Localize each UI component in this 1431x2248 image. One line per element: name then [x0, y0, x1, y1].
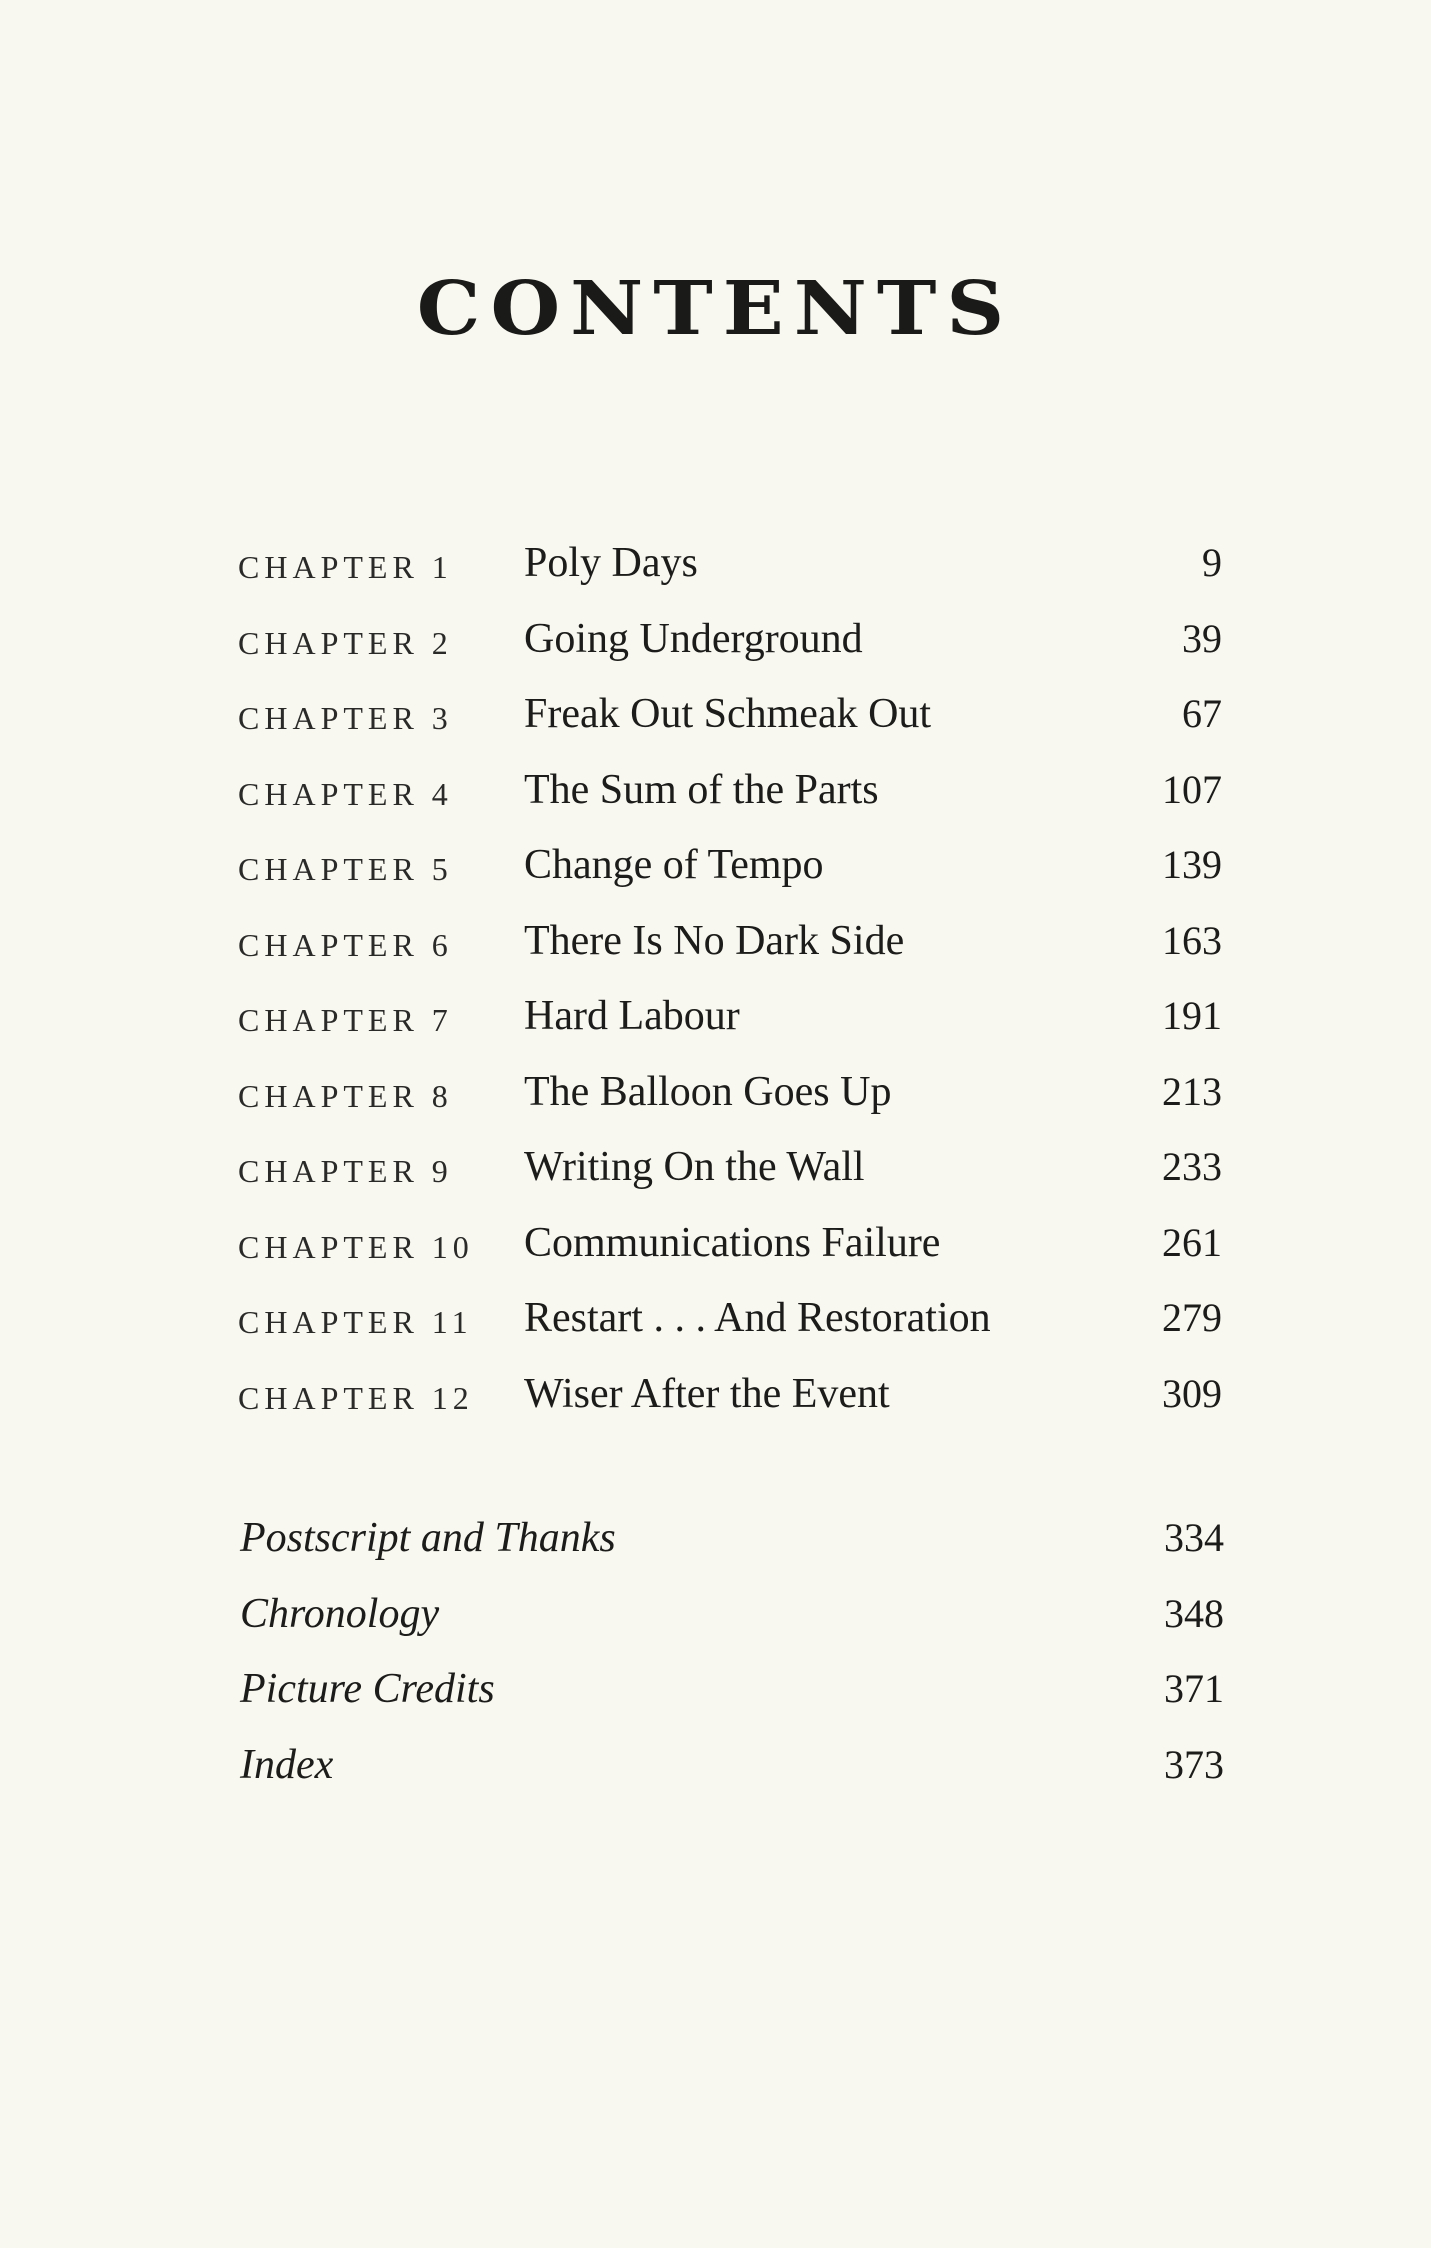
chapter-row — [238, 837, 1222, 913]
chapter-page-number: 9 — [1202, 540, 1222, 585]
chapter-label: CHAPTER 7 — [238, 1002, 453, 1038]
chapter-page-number: 67 — [1182, 691, 1222, 736]
chapter-page-number: 309 — [1162, 1370, 1222, 1416]
chapter-row — [238, 1290, 1222, 1366]
chapter-page-number: 191 — [1162, 993, 1222, 1038]
chapter-page-number: 233 — [1162, 1144, 1222, 1189]
chapter-page-number: 213 — [1162, 1068, 1222, 1114]
chapter-title: Poly Days — [524, 540, 698, 586]
chapter-page-number: 163 — [1162, 917, 1222, 963]
back-matter-row — [240, 1510, 1224, 1586]
back-matter-page-number: 373 — [1164, 1741, 1224, 1787]
back-matter-row — [240, 1661, 1224, 1737]
back-matter-page-number: 371 — [1164, 1666, 1224, 1711]
back-matter-list — [240, 1510, 1222, 1812]
chapter-label: CHAPTER 12 — [238, 1379, 474, 1416]
back-matter-title: Chronology — [240, 1590, 440, 1637]
chapter-row — [238, 913, 1222, 989]
chapter-row — [238, 686, 1222, 762]
chapter-list — [238, 535, 1222, 1441]
chapter-title: Hard Labour — [524, 993, 740, 1039]
chapter-row — [238, 611, 1222, 687]
chapter-row — [238, 1366, 1222, 1442]
chapter-title: The Balloon Goes Up — [524, 1068, 892, 1115]
back-matter-page-number: 348 — [1164, 1590, 1224, 1636]
chapter-page-number: 107 — [1162, 766, 1222, 812]
chapter-title: Communications Failure — [524, 1219, 941, 1266]
chapter-row — [238, 988, 1222, 1064]
back-matter-title: Postscript and Thanks — [240, 1515, 616, 1561]
chapter-row — [238, 762, 1222, 838]
back-matter-title: Index — [240, 1741, 334, 1788]
chapter-label: CHAPTER 11 — [238, 1304, 473, 1340]
back-matter-title: Picture Credits — [240, 1666, 495, 1712]
back-matter-row — [240, 1586, 1224, 1662]
chapter-label: CHAPTER 2 — [238, 624, 453, 661]
back-matter-page-number: 334 — [1164, 1515, 1224, 1560]
chapter-page-number: 139 — [1162, 842, 1222, 887]
chapter-label: CHAPTER 9 — [238, 1153, 453, 1189]
chapter-label: CHAPTER 4 — [238, 775, 453, 812]
chapter-row — [238, 535, 1222, 611]
chapter-row — [238, 1064, 1222, 1140]
page-title: CONTENTS — [416, 264, 1015, 352]
chapter-label: CHAPTER 8 — [238, 1077, 453, 1114]
chapter-row — [238, 1215, 1222, 1291]
chapter-label: CHAPTER 6 — [238, 926, 453, 963]
chapter-row — [238, 1139, 1222, 1215]
back-matter-row — [240, 1737, 1224, 1813]
chapter-title: Change of Tempo — [524, 842, 824, 888]
chapter-page-number: 279 — [1162, 1295, 1222, 1340]
chapter-label: CHAPTER 1 — [238, 549, 453, 585]
chapter-page-number: 39 — [1182, 615, 1222, 661]
chapter-title: Writing On the Wall — [524, 1144, 865, 1190]
chapter-title: Going Underground — [524, 615, 863, 662]
chapter-label: CHAPTER 3 — [238, 700, 453, 736]
chapter-label: CHAPTER 5 — [238, 851, 453, 887]
chapter-title: There Is No Dark Side — [524, 917, 905, 964]
chapter-title: Freak Out Schmeak Out — [524, 691, 932, 737]
chapter-title: The Sum of the Parts — [524, 766, 879, 813]
chapter-title: Wiser After the Event — [524, 1370, 890, 1417]
chapter-page-number: 261 — [1162, 1219, 1222, 1265]
chapter-label: CHAPTER 10 — [238, 1228, 474, 1265]
chapter-title: Restart . . . And Restoration — [524, 1295, 991, 1341]
